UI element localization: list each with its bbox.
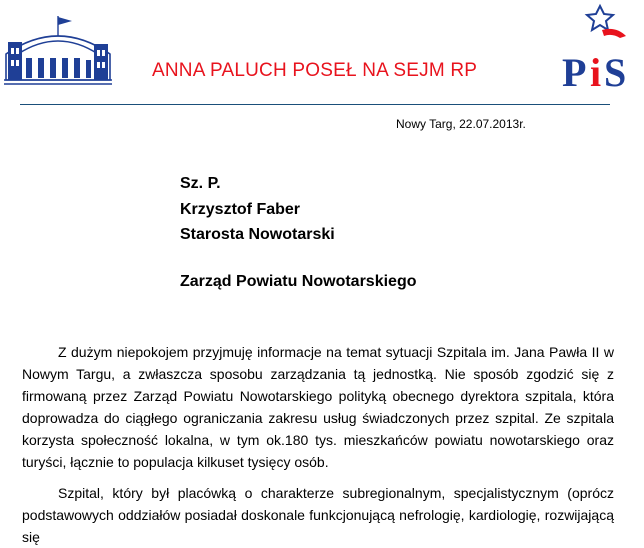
recipient-title: Starosta Nowotarski — [180, 226, 335, 243]
letter-paragraph: Szpital, który był placówką o charakterze subregionalnym, specjalistycznym (oprócz podstawowych oddziałów posiadał doskonale funkcjonującą nefrologię, kardiologię, rozwijającą się — [22, 485, 614, 545]
svg-text:P: P — [562, 50, 587, 92]
recipient-name: Krzysztof Faber — [180, 201, 301, 218]
letter-date: Nowy Targ, 22.07.2013r. — [396, 117, 526, 131]
header-title: ANNA PALUCH POSEŁ NA SEJM RP — [152, 60, 478, 81]
svg-text:S: S — [604, 50, 627, 92]
header-divider — [20, 104, 610, 105]
pis-logo — [560, 0, 644, 92]
sejm-building-logo — [0, 14, 116, 90]
letter-paragraph: Z dużym niepokojem przyjmuję informacje na temat sytuacji Szpitala im. Jana Pawła II w Nowym Targu, a zwłaszcza sposobu zarządzania tą jednostką. Nie sposób zgodzić się z firmowaną przez Zarząd Powiatu Nowotarskiego polityką obecnego dyrektora szpitala, która doprowadza do ciągłego ograniczania zakresu usług świadczonych przez szpital. Ze szpitala korzysta społeczność lokalna, w tym ok.180 tys. mieszkańców powiatu nowotarskiego oraz turyści, łącznie to populacja kilkuset tysięcy osób. — [22, 344, 614, 470]
svg-text:i: i — [590, 50, 602, 92]
recipient-body: Zarząd Powiatu Nowotarskiego — [180, 273, 417, 290]
recipient-salutation: Sz. P. — [180, 175, 221, 192]
